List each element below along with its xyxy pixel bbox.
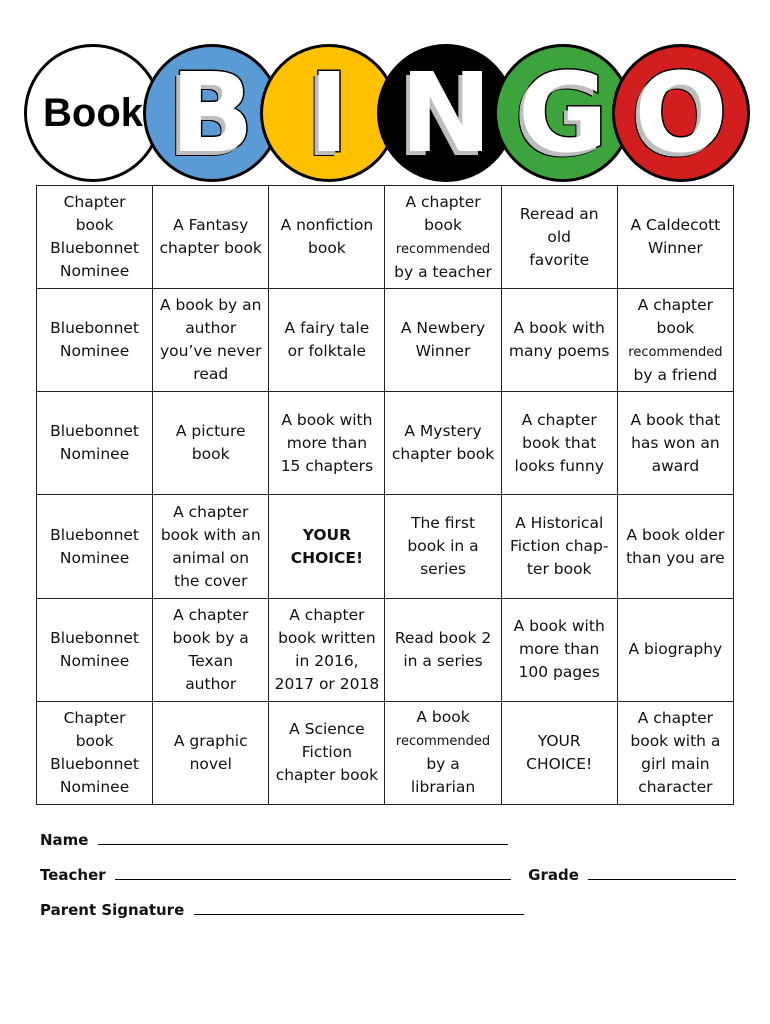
grid-cell: A Science Fiction chapter book	[269, 701, 385, 804]
grid-cell-your-choice: YOUR CHOICE!	[269, 495, 385, 598]
grid-cell: A chapter book recommended by a teacher	[385, 186, 501, 289]
grid-cell: The first book in a series	[385, 495, 501, 598]
grid-row	[37, 598, 734, 701]
grade-line[interactable]	[588, 863, 736, 880]
parent-signature-line[interactable]	[194, 898, 524, 915]
parent-signature-row	[40, 898, 524, 919]
name-line[interactable]	[98, 828, 508, 845]
grid-cell: A chapter book by a Texan author	[153, 598, 269, 701]
grid-row	[37, 392, 734, 495]
grid-cell: A book older than you are	[617, 495, 733, 598]
name-label: Name	[40, 831, 89, 849]
teacher-row	[40, 863, 736, 884]
grid-cell: A Mystery chapter book	[385, 392, 501, 495]
grid-cell: A Caldecott Winner	[617, 186, 733, 289]
grid-cell: A chapter book with a girl main character	[617, 701, 733, 804]
grid-cell: A book by an author you’ve never read	[153, 289, 269, 392]
grid-cell: Read book 2 in a series	[385, 598, 501, 701]
grid-cell: A Fantasy chapter book	[153, 186, 269, 289]
teacher-label: Teacher	[40, 866, 106, 884]
grid-cell: A book recommended by a librarian	[385, 701, 501, 804]
grid-row	[37, 289, 734, 392]
grid-cell: A nonfiction book	[269, 186, 385, 289]
name-row	[40, 828, 508, 849]
grid-cell: Bluebonnet Nominee	[37, 495, 153, 598]
grid-cell: A graphic novel	[153, 701, 269, 804]
book-title: Book	[43, 90, 143, 135]
grid-cell: A book that has won an award	[617, 392, 733, 495]
grid-row	[37, 701, 734, 804]
grid-cell: A biography	[617, 598, 733, 701]
grid-cell-your-choice: YOUR CHOICE!	[501, 701, 617, 804]
grid-cell: A book with more than 15 chapters	[269, 392, 385, 495]
grid-cell: A chapter book recommended by a friend	[617, 289, 733, 392]
bingo-header	[24, 44, 750, 184]
letter-n: N	[399, 49, 493, 177]
grid-cell: Chapter book Bluebonnet Nominee	[37, 186, 153, 289]
grid-cell: Bluebonnet Nominee	[37, 289, 153, 392]
parent-signature-label: Parent Signature	[40, 901, 185, 919]
grid-cell: Chapter book Bluebonnet Nominee	[37, 701, 153, 804]
grid-cell: Bluebonnet Nominee	[37, 392, 153, 495]
book-title-circle	[24, 44, 162, 182]
letter-g: G	[517, 49, 609, 177]
grid-cell: A book with more than 100 pages	[501, 598, 617, 701]
grid-cell: A Historical Fiction chap- ter book	[501, 495, 617, 598]
grid-cell: A chapter book written in 2016, 2017 or 2018	[269, 598, 385, 701]
letter-i: I	[308, 49, 350, 177]
grid-cell: A chapter book that looks funny	[501, 392, 617, 495]
letter-o-circle	[612, 44, 750, 182]
grid-cell: Reread an old favorite	[501, 186, 617, 289]
grid-cell: Bluebonnet Nominee	[37, 598, 153, 701]
teacher-line[interactable]	[115, 863, 511, 880]
grid-cell: A Newbery Winner	[385, 289, 501, 392]
letter-o: O	[634, 49, 728, 177]
grid-row	[37, 186, 734, 289]
grid-cell: A chapter book with an animal on the cover	[153, 495, 269, 598]
grid-cell: A book with many poems	[501, 289, 617, 392]
letter-b: B	[170, 49, 254, 177]
grid-cell: A fairy tale or folktale	[269, 289, 385, 392]
bingo-grid	[36, 185, 734, 805]
grid-cell: A picture book	[153, 392, 269, 495]
grid-row	[37, 495, 734, 598]
grade-label: Grade	[528, 866, 579, 884]
